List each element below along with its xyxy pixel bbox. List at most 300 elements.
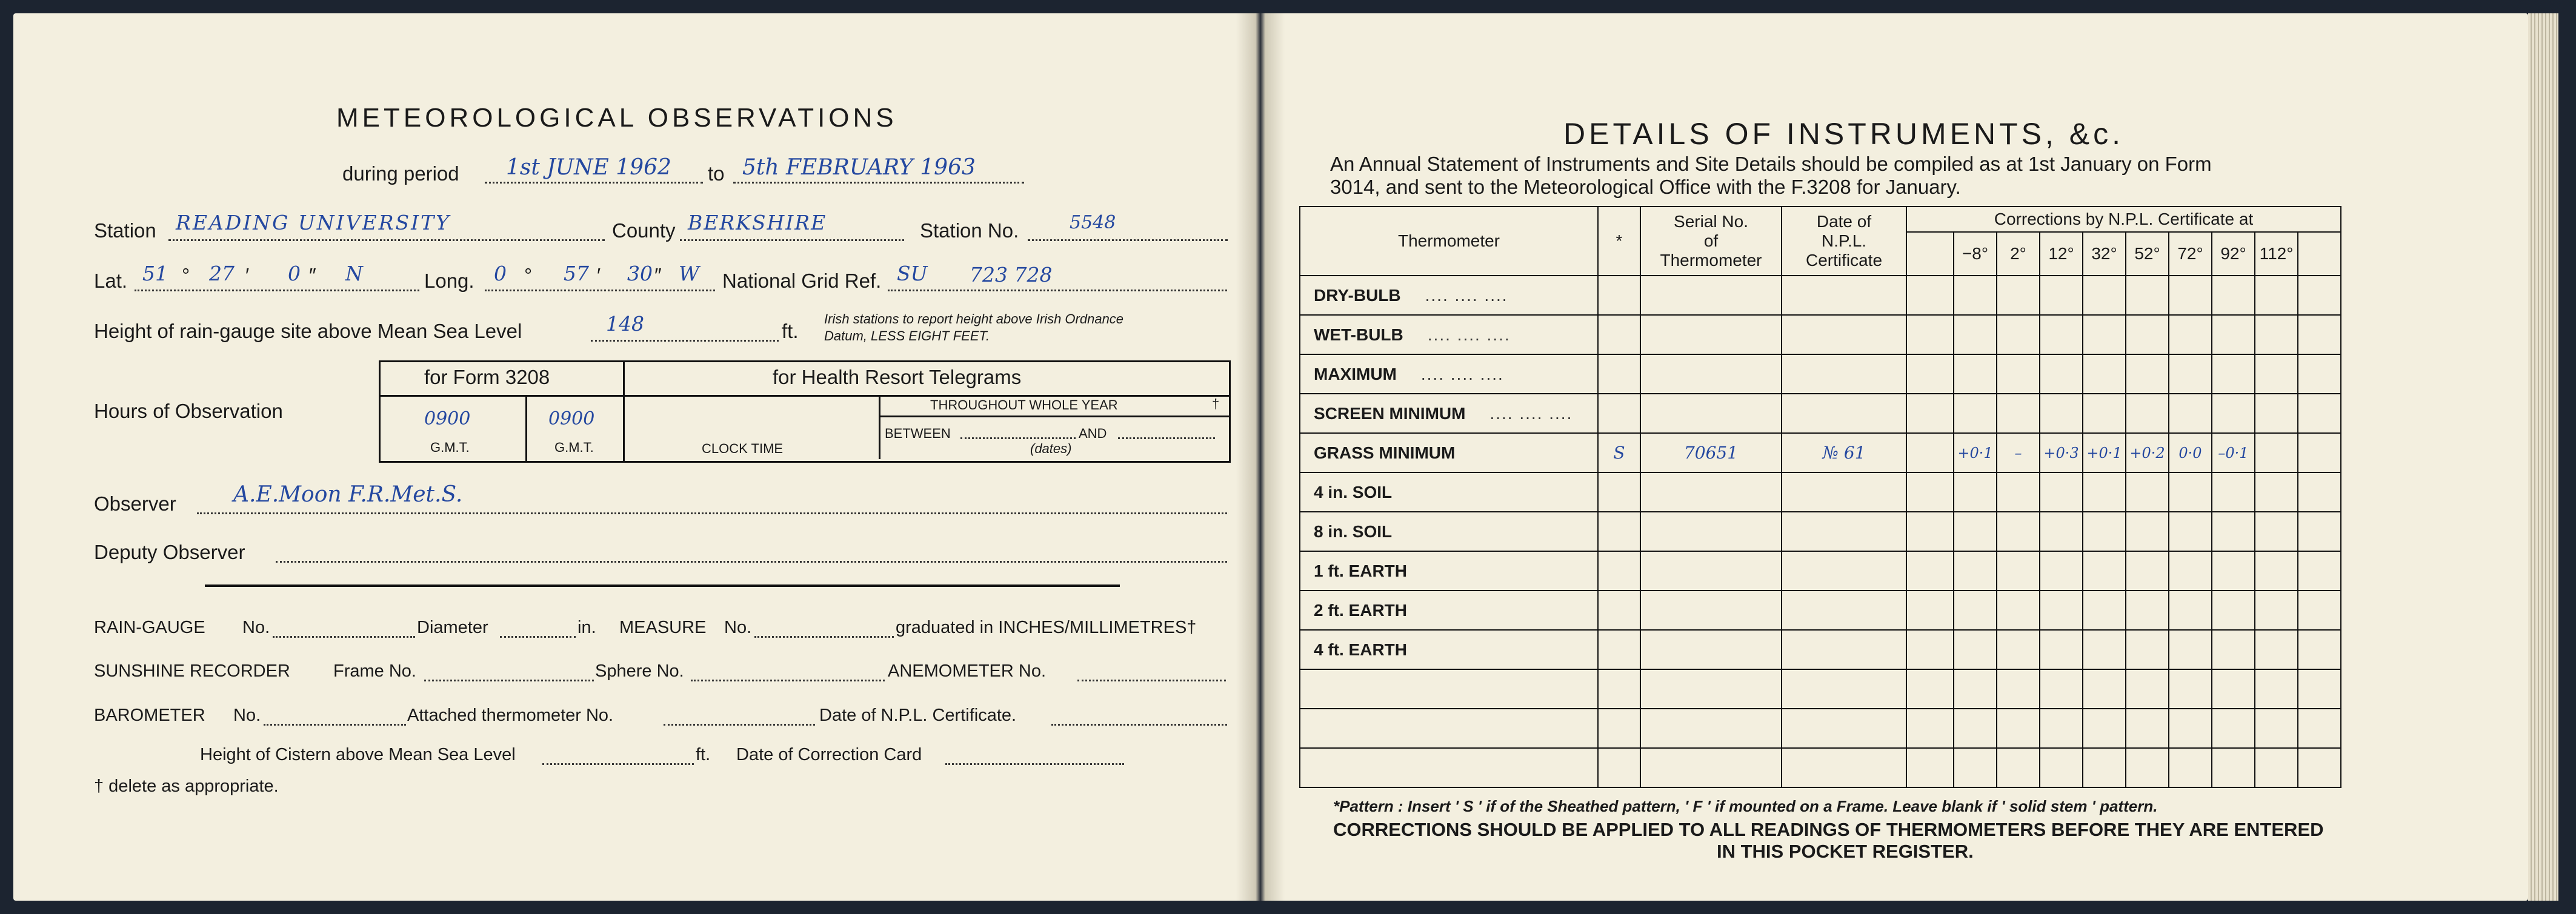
diameter-label: Diameter — [417, 618, 488, 637]
cistern-line — [542, 763, 694, 765]
table-row — [1300, 433, 2341, 472]
correction-cell — [1997, 512, 2040, 551]
correction-cell — [2212, 551, 2255, 591]
cistern-ft-label: ft. — [696, 745, 711, 764]
correction-cell — [2040, 315, 2083, 354]
for-health-resort: for Health Resort Telegrams — [773, 366, 1022, 388]
correction-cell — [1954, 709, 1997, 748]
instruments-table — [1299, 206, 2341, 788]
correction-cell — [1954, 315, 1997, 354]
correction-cell — [2255, 433, 2298, 472]
anemometer-label: ANEMOMETER No. — [888, 661, 1047, 681]
to-label: to — [708, 162, 725, 185]
height-unit: ft. — [782, 320, 799, 342]
correction-cell — [2083, 551, 2126, 591]
date-cell — [1782, 276, 1906, 315]
row-label — [1300, 354, 1598, 394]
correction-cell: +0·1 — [2083, 433, 2126, 472]
height-label: Height of rain-gauge site above Mean Sea Level — [94, 320, 522, 342]
correction-cell — [2126, 748, 2169, 787]
correction-card-label: Date of Correction Card — [736, 745, 922, 764]
long-sec: 30 — [627, 262, 653, 285]
county-label: County — [612, 219, 676, 242]
station-value: READING UNIVERSITY — [176, 211, 451, 234]
gmt-label-1: G.M.T. — [430, 440, 470, 455]
lat-deg: 51 — [142, 262, 168, 285]
header-serial: Serial No. of Thermometer — [1640, 207, 1782, 276]
row-label — [1300, 551, 1598, 591]
correction-cell — [1997, 709, 2040, 748]
spacer-cell — [1906, 433, 1954, 472]
correction-cell — [2212, 630, 2255, 669]
row-label — [1300, 630, 1598, 669]
correction-cell — [2126, 551, 2169, 591]
pattern-cell — [1598, 669, 1640, 709]
correction-cell — [2126, 512, 2169, 551]
correction-cell — [1954, 551, 1997, 591]
observer-line — [197, 512, 1227, 514]
correction-cell — [2169, 276, 2212, 315]
temp-spacer — [2298, 232, 2341, 276]
barometer-label: BAROMETER — [94, 706, 205, 725]
correction-cell — [2255, 748, 2298, 787]
degree-mark: ° — [524, 264, 533, 286]
spacer-cell — [1906, 709, 1954, 748]
temp-header: 112° — [2255, 232, 2298, 276]
serial-cell — [1640, 669, 1782, 709]
and-line — [1118, 437, 1215, 439]
diameter-line — [500, 636, 576, 638]
serial-cell — [1640, 551, 1782, 591]
thermometer-name: 4 ft. EARTH — [1314, 640, 1407, 659]
correction-cell — [2212, 315, 2255, 354]
row-label — [1300, 709, 1598, 748]
spacer-cell — [1906, 315, 1954, 354]
lat-sec: 0 — [288, 262, 301, 285]
row-label — [1300, 669, 1598, 709]
correction-cell — [2040, 512, 2083, 551]
serial-cell: 70651 — [1640, 433, 1782, 472]
date-cell: № 61 — [1782, 433, 1906, 472]
table-row — [1300, 591, 2341, 630]
correction-cell — [2083, 669, 2126, 709]
correction-cell — [2169, 472, 2212, 512]
raingauge-no-line — [273, 636, 415, 638]
correction-cell — [1954, 472, 1997, 512]
period-label: during period — [342, 162, 459, 185]
spacer-cell — [1906, 276, 1954, 315]
correction-cell: +0·3 — [2040, 433, 2083, 472]
irish-note-1: Irish stations to report height above Irish Ordnance — [824, 311, 1124, 326]
correction-cell — [2040, 354, 2083, 394]
temp-header: −8° — [1954, 232, 1997, 276]
correction-cell — [2169, 394, 2212, 433]
correction-cell — [2083, 354, 2126, 394]
lat-label: Lat. — [94, 270, 128, 292]
thermometer-name: SCREEN MINIMUM — [1314, 403, 1466, 423]
correction-cell — [2212, 591, 2255, 630]
correction-cell — [2212, 512, 2255, 551]
date-cell — [1782, 630, 1906, 669]
thermometer-name: 4 in. SOIL — [1314, 482, 1393, 502]
thermometer-name: GRASS MINIMUM — [1314, 443, 1456, 462]
pattern-cell — [1598, 512, 1640, 551]
thermometer-name: DRY-BULB — [1314, 285, 1401, 305]
corrections-note-1: CORRECTIONS SHOULD BE APPLIED TO ALL READINGS OF THERMOMETERS BEFORE THEY ARE ENTERED — [1333, 819, 2324, 840]
grid-ref-value: 723 728 — [970, 263, 1053, 286]
long-line — [485, 290, 715, 291]
correction-cell — [2169, 551, 2212, 591]
correction-cell — [1954, 394, 1997, 433]
correction-cell: +0·2 — [2126, 433, 2169, 472]
correction-cell — [2040, 748, 2083, 787]
obs-time-1: 0900 — [424, 408, 471, 429]
temp-header: 2° — [1997, 232, 2040, 276]
anemometer-line — [1077, 680, 1226, 681]
spacer-cell — [2298, 591, 2341, 630]
irish-note-2: Datum, LESS EIGHT FEET. — [824, 328, 990, 343]
intro-line-1: An Annual Statement of Instruments and Site Details should be compiled as at 1st January on Form — [1330, 153, 2212, 175]
in-label: in. — [577, 618, 596, 637]
row-label — [1300, 394, 1598, 433]
serial-cell — [1640, 315, 1782, 354]
correction-cell — [2083, 276, 2126, 315]
station-line — [168, 239, 605, 241]
spacer-cell — [2298, 748, 2341, 787]
correction-cell — [2083, 394, 2126, 433]
correction-cell — [1997, 394, 2040, 433]
header-pattern: * — [1598, 207, 1640, 276]
pattern-cell — [1598, 748, 1640, 787]
correction-cell — [2126, 354, 2169, 394]
correction-cell — [1997, 591, 2040, 630]
book-gutter — [1236, 13, 1285, 901]
measure-no-label: No. — [724, 618, 752, 637]
table-body — [1300, 276, 2341, 787]
correction-cell — [2083, 591, 2126, 630]
serial-cell — [1640, 276, 1782, 315]
attached-thermometer-label: Attached thermometer No. — [407, 706, 614, 725]
correction-cell — [2126, 276, 2169, 315]
correction-cell — [2255, 315, 2298, 354]
pattern-cell — [1598, 354, 1640, 394]
correction-cell — [2212, 472, 2255, 512]
and-label: AND — [1079, 426, 1107, 441]
correction-cell — [2255, 591, 2298, 630]
correction-cell — [1997, 315, 2040, 354]
date-cell — [1782, 669, 1906, 709]
deputy-line — [276, 561, 1227, 563]
date-cell — [1782, 394, 1906, 433]
between-line — [960, 437, 1076, 439]
thermometer-name: MAXIMUM — [1314, 364, 1397, 383]
degree-mark: ° — [182, 264, 190, 286]
temp-spacer — [1906, 232, 1954, 276]
hours-box-hline-2 — [880, 416, 1229, 417]
spacer-cell — [2298, 354, 2341, 394]
pattern-cell — [1598, 630, 1640, 669]
row-label — [1300, 512, 1598, 551]
table-row — [1300, 315, 2341, 354]
minute-mark: ′ — [245, 264, 250, 286]
between-label: BETWEEN — [885, 426, 951, 441]
long-label: Long. — [424, 270, 474, 292]
correction-cell — [2126, 591, 2169, 630]
spacer-cell — [2298, 709, 2341, 748]
correction-cell: 0·0 — [2169, 433, 2212, 472]
hours-box-hline — [379, 395, 1229, 397]
dates-label: (dates) — [1030, 441, 1072, 456]
barometer-no-label: No. — [233, 706, 261, 725]
hours-box-subdivider — [525, 395, 527, 461]
row-dots: .... .... .... — [1427, 325, 1511, 344]
correction-cell — [2040, 394, 2083, 433]
correction-cell — [2083, 709, 2126, 748]
correction-cell — [1954, 630, 1997, 669]
serial-cell — [1640, 512, 1782, 551]
correction-cell — [2126, 394, 2169, 433]
serial-cell — [1640, 748, 1782, 787]
correction-cell — [2040, 591, 2083, 630]
correction-cell — [1954, 748, 1997, 787]
station-no-label: Station No. — [920, 219, 1019, 242]
table-row — [1300, 512, 2341, 551]
period-start-line — [485, 182, 703, 184]
correction-cell — [1954, 354, 1997, 394]
correction-cell — [2126, 630, 2169, 669]
spacer-cell — [1906, 472, 1954, 512]
spacer-cell — [2298, 630, 2341, 669]
date-cell — [1782, 748, 1906, 787]
correction-cell — [2169, 354, 2212, 394]
station-no-value: 5548 — [1070, 212, 1116, 233]
hours-box-subdivider-2 — [879, 397, 880, 459]
correction-cell — [2169, 512, 2212, 551]
thermometer-name: 1 ft. EARTH — [1314, 561, 1407, 580]
table-row — [1300, 472, 2341, 512]
sphere-no-line — [691, 680, 885, 681]
page-edges — [2528, 13, 2558, 901]
raingauge-no-label: No. — [242, 618, 270, 637]
thermometer-name: WET-BULB — [1314, 325, 1403, 344]
grid-ref-label: National Grid Ref. — [722, 270, 882, 292]
correction-cell — [2040, 551, 2083, 591]
correction-cell — [1954, 591, 1997, 630]
correction-cell — [2040, 709, 2083, 748]
correction-cell — [2255, 472, 2298, 512]
header-thermometer: Thermometer — [1300, 207, 1598, 276]
correction-cell: –0·1 — [2212, 433, 2255, 472]
correction-cell — [2083, 630, 2126, 669]
spacer-cell — [2298, 315, 2341, 354]
correction-cell — [2169, 591, 2212, 630]
table-header — [1300, 207, 2341, 276]
serial-cell — [1640, 709, 1782, 748]
header-corrections: Corrections by N.P.L. Certificate at — [1906, 207, 2341, 232]
correction-cell — [2212, 748, 2255, 787]
correction-cell — [1954, 276, 1997, 315]
correction-cell — [2255, 512, 2298, 551]
observer-label: Observer — [94, 492, 176, 515]
row-dots: .... .... .... — [1420, 364, 1504, 383]
correction-cell — [2126, 709, 2169, 748]
correction-cell — [2040, 669, 2083, 709]
correction-cell — [1954, 512, 1997, 551]
obs-time-2: 0900 — [548, 408, 595, 429]
period-end: 5th FEBRUARY 1963 — [742, 155, 976, 180]
delete-note: † delete as appropriate. — [94, 777, 279, 796]
raingauge-label: RAIN-GAUGE — [94, 618, 205, 637]
spacer-cell — [2298, 512, 2341, 551]
barometer-no-line — [264, 724, 406, 726]
thermometer-name: 2 ft. EARTH — [1314, 600, 1407, 620]
row-label — [1300, 472, 1598, 512]
table-row — [1300, 748, 2341, 787]
section-divider — [205, 584, 1120, 587]
county-value: BERKSHIRE — [688, 211, 827, 234]
correction-cell — [2212, 276, 2255, 315]
correction-cell — [2169, 748, 2212, 787]
date-cell — [1782, 512, 1906, 551]
spacer-cell — [1906, 669, 1954, 709]
correction-cell — [2040, 276, 2083, 315]
instruments-title: DETAILS OF INSTRUMENTS, &c. — [1563, 117, 2125, 151]
correction-cell — [2126, 472, 2169, 512]
deputy-label: Deputy Observer — [94, 541, 245, 563]
date-cell — [1782, 551, 1906, 591]
correction-cell — [2126, 669, 2169, 709]
table-row — [1300, 551, 2341, 591]
pattern-cell — [1598, 709, 1640, 748]
height-line — [591, 340, 779, 342]
graduated-label: graduated in INCHES/MILLIMETRES† — [896, 618, 1197, 637]
correction-cell — [2212, 669, 2255, 709]
spacer-cell — [1906, 512, 1954, 551]
spacer-cell — [1906, 394, 1954, 433]
hours-label: Hours of Observation — [94, 400, 283, 422]
spacer-cell — [1906, 630, 1954, 669]
lat-dir: N — [345, 262, 363, 285]
date-npl-line — [1051, 724, 1227, 726]
pattern-cell — [1598, 315, 1640, 354]
correction-cell — [1954, 669, 1997, 709]
long-min: 57 — [564, 262, 589, 285]
correction-cell: +0·1 — [1954, 433, 1997, 472]
correction-cell — [2169, 630, 2212, 669]
correction-cell — [2212, 354, 2255, 394]
dagger-mark: † — [1212, 396, 1220, 411]
spacer-cell — [1906, 748, 1954, 787]
date-cell — [1782, 709, 1906, 748]
correction-cell — [2255, 709, 2298, 748]
frame-no-label: Frame No. — [333, 661, 416, 681]
second-mark: ″ — [309, 264, 316, 286]
serial-cell — [1640, 591, 1782, 630]
row-label — [1300, 433, 1598, 472]
spacer-cell — [1906, 591, 1954, 630]
correction-cell — [2255, 551, 2298, 591]
gmt-label-2: G.M.T. — [554, 440, 594, 455]
correction-cell — [2083, 512, 2126, 551]
correction-cell — [1997, 551, 2040, 591]
correction-cell — [1997, 669, 2040, 709]
thermometer-name: 8 in. SOIL — [1314, 522, 1393, 541]
sphere-no-label: Sphere No. — [595, 661, 684, 681]
date-cell — [1782, 315, 1906, 354]
long-dir: W — [679, 262, 699, 285]
correction-cell — [2083, 472, 2126, 512]
spacer-cell — [2298, 276, 2341, 315]
serial-cell — [1640, 394, 1782, 433]
row-label — [1300, 276, 1598, 315]
table-row — [1300, 276, 2341, 315]
correction-cell — [1997, 630, 2040, 669]
station-label: Station — [94, 219, 156, 242]
minute-mark: ′ — [597, 264, 601, 286]
correction-cell — [2255, 354, 2298, 394]
spacer-cell — [2298, 394, 2341, 433]
spacer-cell — [2298, 433, 2341, 472]
spacer-cell — [2298, 472, 2341, 512]
serial-cell — [1640, 354, 1782, 394]
row-label — [1300, 315, 1598, 354]
correction-cell — [2255, 630, 2298, 669]
temp-header: 92° — [2212, 232, 2255, 276]
throughout-label: THROUGHOUT WHOLE YEAR — [930, 397, 1118, 412]
serial-cell — [1640, 472, 1782, 512]
lat-line — [135, 290, 419, 291]
row-label — [1300, 591, 1598, 630]
table-row — [1300, 354, 2341, 394]
correction-cell — [2255, 669, 2298, 709]
temp-header: 72° — [2169, 232, 2212, 276]
observer-signature: A.E.Moon F.R.Met.S. — [233, 482, 463, 507]
correction-cell — [2255, 394, 2298, 433]
second-mark: ″ — [654, 264, 662, 286]
row-dots: .... .... .... — [1425, 285, 1508, 305]
row-label — [1300, 748, 1598, 787]
frame-no-line — [424, 680, 594, 681]
correction-cell — [1997, 748, 2040, 787]
header-date: Date of N.P.L. Certificate — [1782, 207, 1906, 276]
period-start: 1st JUNE 1962 — [506, 155, 671, 180]
table-row — [1300, 630, 2341, 669]
table-row — [1300, 709, 2341, 748]
correction-cell — [2040, 630, 2083, 669]
correction-cell: – — [1997, 433, 2040, 472]
for-form-3208: for Form 3208 — [424, 366, 550, 388]
correction-cell — [1997, 354, 2040, 394]
measure-no-line — [754, 636, 894, 638]
pattern-cell — [1598, 472, 1640, 512]
cistern-label: Height of Cistern above Mean Sea Level — [200, 745, 516, 764]
sunshine-label: SUNSHINE RECORDER — [94, 661, 290, 681]
correction-cell — [2212, 394, 2255, 433]
correction-cell — [2126, 315, 2169, 354]
clock-time-label: CLOCK TIME — [702, 441, 784, 456]
period-end-line — [733, 182, 1024, 184]
pattern-cell — [1598, 394, 1640, 433]
pattern-cell — [1598, 591, 1640, 630]
pattern-note: *Pattern : Insert ' S ' if of the Sheathed pattern, ' F ' if mounted on a Frame. Leave blank if ' solid stem ' pattern. — [1333, 797, 2158, 815]
correction-cell — [2169, 315, 2212, 354]
correction-cell — [2083, 315, 2126, 354]
corrections-note-2: IN THIS POCKET REGISTER. — [1717, 841, 1974, 862]
date-cell — [1782, 354, 1906, 394]
spacer-cell — [2298, 669, 2341, 709]
temp-header: 32° — [2083, 232, 2126, 276]
correction-cell — [2212, 709, 2255, 748]
